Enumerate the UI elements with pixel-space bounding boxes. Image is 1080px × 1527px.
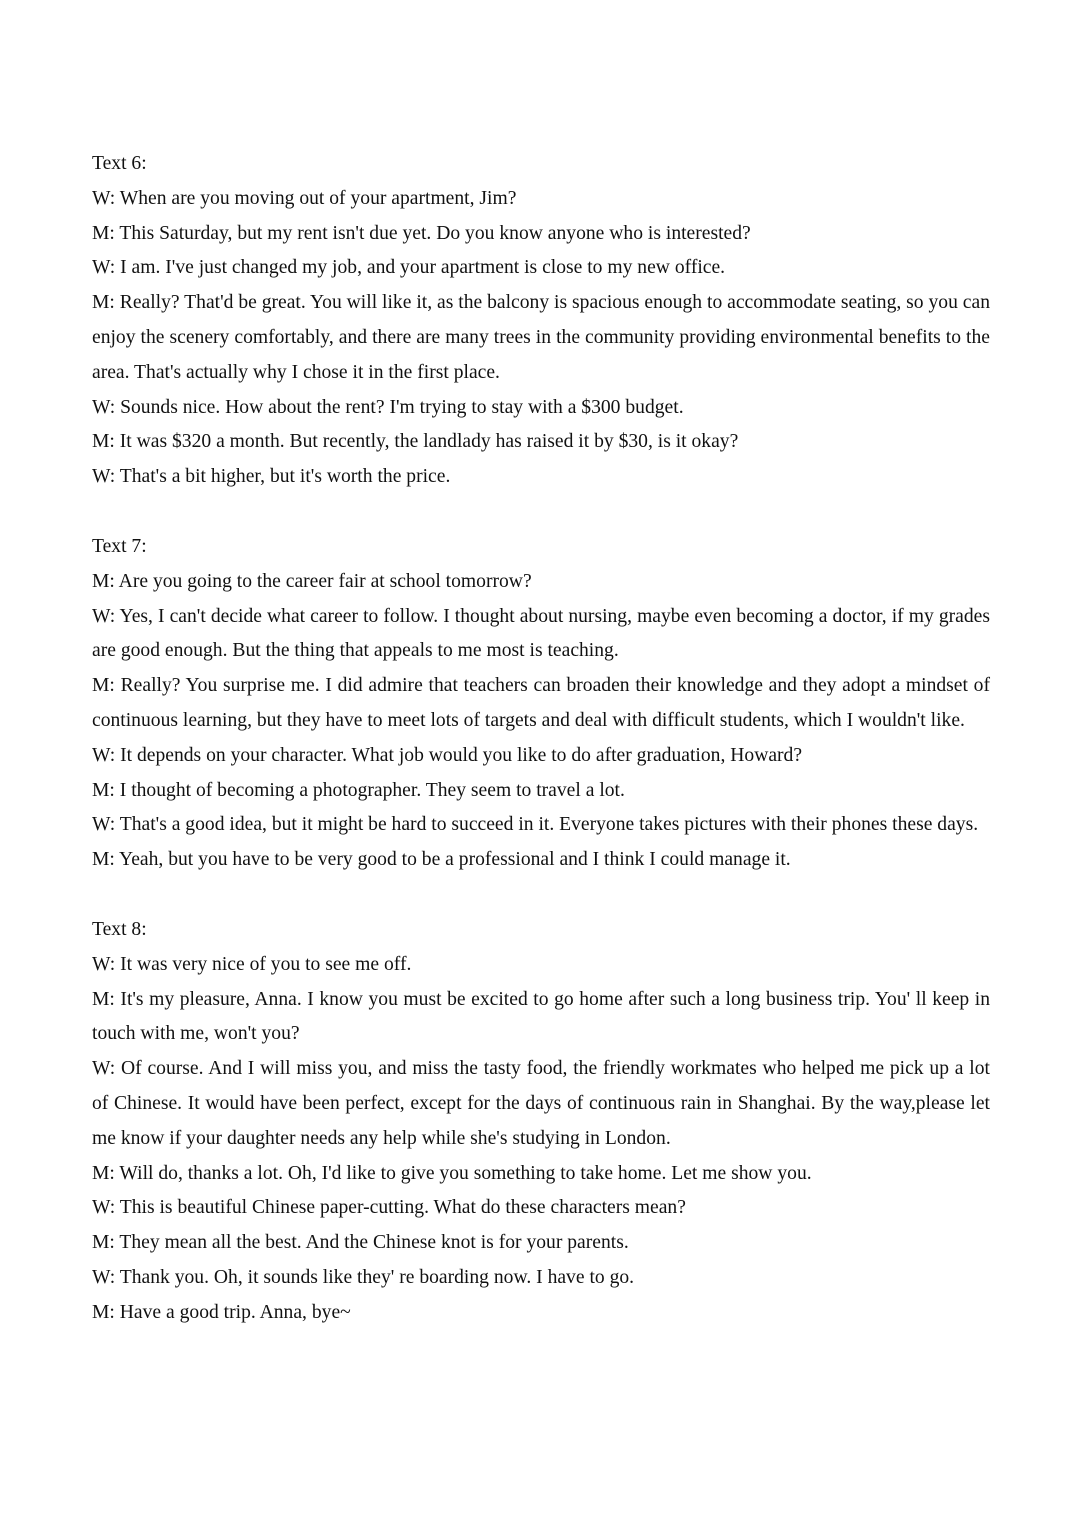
- dialogue-line: M: Will do, thanks a lot. Oh, I'd like to give you something to take home. Let me show you.: [92, 1162, 812, 1184]
- dialogue-line: W: That's a bit higher, but it's worth the price.: [92, 466, 451, 488]
- dialogue-line: M: It's my pleasure, Anna. I know you must be excited to go home after such a long business trip. You' ll keep in touch with me, won't you?: [92, 988, 990, 1045]
- transcript-page: [92, 147, 990, 1331]
- dialogue-line: M: I thought of becoming a photographer. They seem to travel a lot.: [92, 779, 625, 801]
- dialogue-line: M: They mean all the best. And the Chinese knot is for your parents.: [92, 1232, 629, 1254]
- dialogue-line: M: It was $320 a month. But recently, the landlady has raised it by $30, is it okay?: [92, 431, 739, 453]
- dialogue-line: W: This is beautiful Chinese paper-cutting. What do these characters mean?: [92, 1197, 686, 1219]
- section-title: Text 7:: [92, 535, 147, 557]
- text-7-section: [92, 530, 990, 878]
- text-6-section: [92, 147, 990, 495]
- section-title: Text 8:: [92, 918, 147, 940]
- dialogue-line: W: That's a good idea, but it might be hard to succeed in it. Everyone takes pictures with their phones these days.: [92, 814, 979, 836]
- dialogue-line: W: Of course. And I will miss you, and miss the tasty food, the friendly workmates who helped me pick up a lot of Chinese. It would have been perfect, except for the days of continuous rain in Shanghai. By the way,please let me know if your daughter needs any help while she's studying in London.: [92, 1058, 990, 1149]
- dialogue-line: M: This Saturday, but my rent isn't due yet. Do you know anyone who is interested?: [92, 222, 751, 244]
- dialogue-line: M: Really? You surprise me. I did admire that teachers can broaden their knowledge and they adopt a mindset of continuous learning, but they have to meet lots of targets and deal with difficult students, which I wouldn't like.: [92, 675, 990, 731]
- dialogue-line: W: Thank you. Oh, it sounds like they' re boarding now. I have to go.: [92, 1266, 635, 1288]
- section-title: Text 6:: [92, 153, 147, 174]
- dialogue-line: W: It depends on your character. What job would you like to do after graduation, Howard?: [92, 744, 803, 766]
- dialogue-line: M: Yeah, but you have to be very good to be a professional and I think I could manage it.: [92, 849, 791, 871]
- dialogue-line: W: It was very nice of you to see me off.: [92, 953, 412, 975]
- dialogue-line: W: Yes, I can't decide what career to follow. I thought about nursing, maybe even becoming a doctor, if my grades are good enough. But the thing that appeals to me most is teaching.: [92, 605, 990, 662]
- text-8-section: [92, 913, 990, 1331]
- dialogue-line: M: Really? That'd be great. You will like it, as the balcony is spacious enough to accommodate seating, so you can enjoy the scenery comfortably, and there are many trees in the community providing environmental benefits to the area. That's actually why I chose it in the first place.: [92, 292, 990, 383]
- dialogue-line: W: When are you moving out of your apartment, Jim?: [92, 187, 517, 209]
- dialogue-line: M: Are you going to the career fair at school tomorrow?: [92, 570, 532, 592]
- dialogue-line: M: Have a good trip. Anna, bye~: [92, 1301, 351, 1323]
- dialogue-line: W: I am. I've just changed my job, and your apartment is close to my new office.: [92, 257, 726, 279]
- dialogue-line: W: Sounds nice. How about the rent? I'm trying to stay with a $300 budget.: [92, 396, 684, 418]
